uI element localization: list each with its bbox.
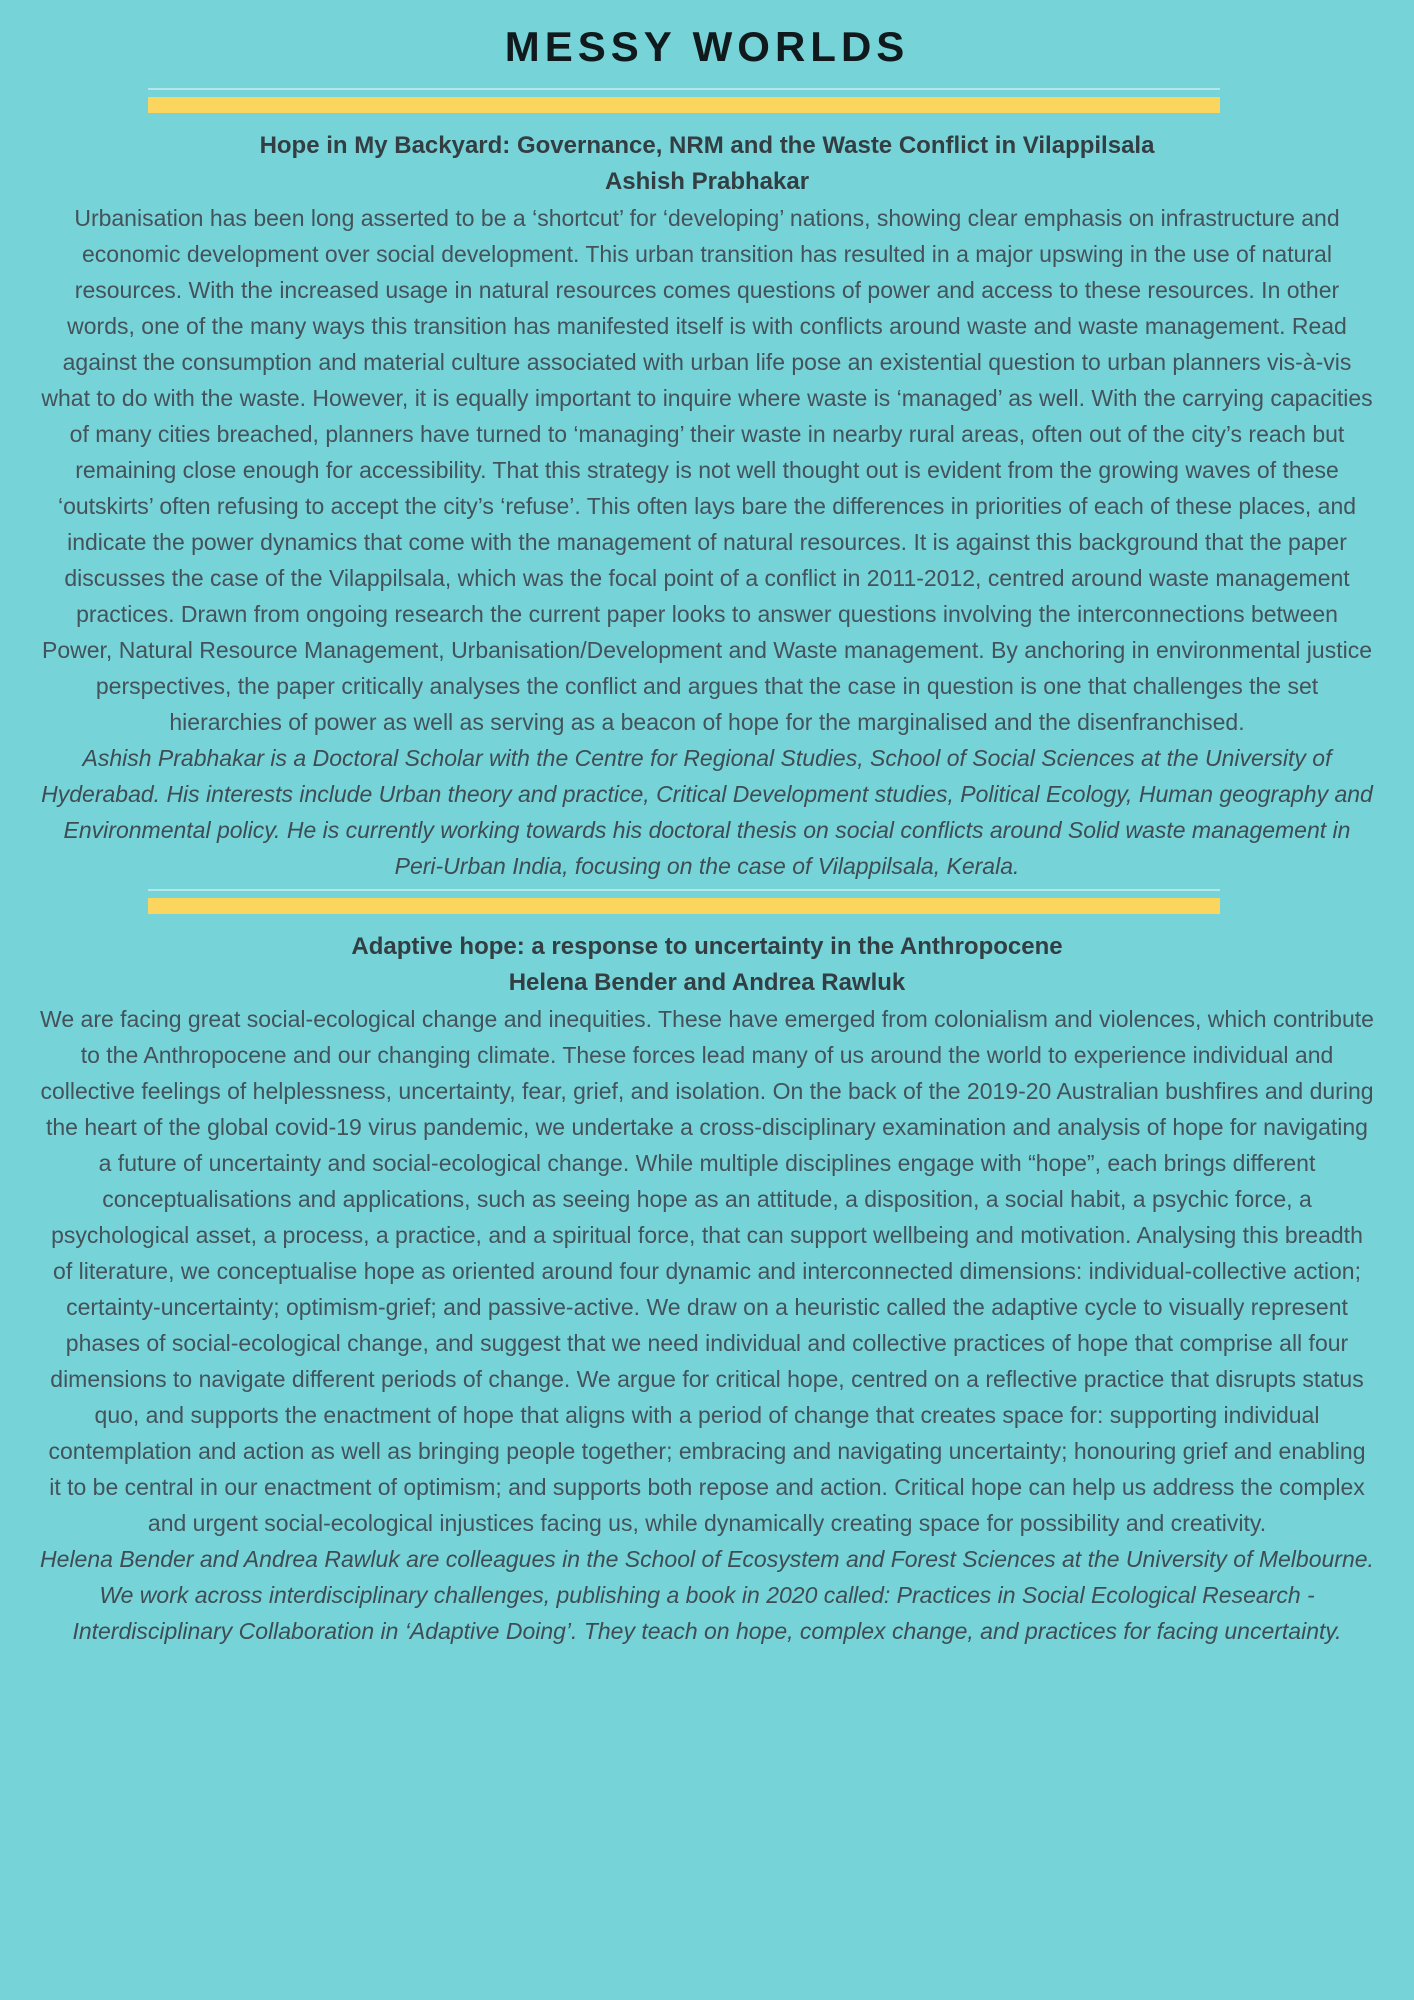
- abstract-section-1: [40, 113, 1374, 884]
- section-divider-top: [148, 88, 1220, 113]
- divider-yellow-bar: [148, 97, 1220, 113]
- speaker-bio: Ashish Prabhakar is a Doctoral Scholar with the Centre for Regional Studies, School of Social Sciences at the University of Hyderabad. His interests include Urban theory and practice, Critical Development studies, Political Ecology, Human geography and Environmental policy. He is currently working towards his doctoral thesis on social conflicts around Solid waste management in Peri-Urban India, focusing on the case of Vilappilsala, Kerala.: [41, 745, 1373, 879]
- divider-yellow-bar: [148, 898, 1220, 914]
- talk-title: Hope in My Backyard: Governance, NRM and the Waste Conflict in Vilappilsala: [259, 132, 1155, 159]
- divider-thin-line: [148, 88, 1220, 90]
- talk-title: Adaptive hope: a response to uncertainty in the Anthropocene: [351, 933, 1063, 960]
- talk-abstract: Urbanisation has been long asserted to be a ‘shortcut’ for ‘developing’ nations, showing clear emphasis on infrastructure and economic development over social development. This urban transition has resulted in a major upswing in the use of natural resources. With the increased usage in natural resources comes questions of power and access to these resources. In other words, one of the many ways this transition has manifested itself is with conflicts around waste and waste management. Read against the consumption and material culture associated with urban life pose an existential question to urban planners vis-à-vis what to do with the waste. However, it is equally important to inquire where waste is ‘managed’ as well. With the carrying capacities of many cities breached, planners have turned to ‘managing’ their waste in nearby rural areas, often out of the city’s reach but remaining close enough for accessibility. That this strategy is not well thought out is evident from the growing waves of these ‘outskirts’ often refusing to accept the city’s ‘refuse’. This often lays bare the differences in priorities of each of these places, and indicate the power dynamics that come with the management of natural resources. It is against this background that the paper discusses the case of the Vilappilsala, which was the focal point of a conflict in 2011-2012, centred around waste management practices. Drawn from ongoing research the current paper looks to answer questions involving the interconnections between Power, Natural Resource Management, Urbanisation/Development and Waste management. By anchoring in environmental justice perspectives, the paper critically analyses the conflict and argues that the case in question is one that challenges the set hierarchies of power as well as serving as a beacon of hope for the marginalised and the disenfranchised.: [41, 205, 1373, 735]
- speaker-bio: Helena Bender and Andrea Rawluk are colleagues in the School of Ecosystem and Forest Sciences at the University of Melbourne. We work across interdisciplinary challenges, publishing a book in 2020 called: Practices in Social Ecological Research - Interdisciplinary Collaboration in ‘Adaptive Doing’. They teach on hope, complex change, and practices for facing uncertainty.: [40, 1546, 1374, 1644]
- divider-thin-line: [148, 889, 1220, 891]
- talk-authors: Ashish Prabhakar: [604, 168, 810, 195]
- talk-abstract: We are facing great social-ecological change and inequities. These have emerged from colonialism and violences, which contribute to the Anthropocene and our changing climate. These forces lead many of us around the world to experience individual and collective feelings of helplessness, uncertainty, fear, grief, and isolation. On the back of the 2019-20 Australian bushfires and during the heart of the global covid-19 virus pandemic, we undertake a cross-disciplinary examination and analysis of hope for navigating a future of uncertainty and social-ecological change. While multiple disciplines engage with “hope”, each brings different conceptualisations and applications, such as seeing hope as an attitude, a disposition, a social habit, a psychic force, a psychological asset, a process, a practice, and a spiritual force, that can support wellbeing and motivation. Analysing this breadth of literature, we conceptualise hope as oriented around four dynamic and interconnected dimensions: individual-collective action; certainty-uncertainty; optimism-grief; and passive-active. We draw on a heuristic called the adaptive cycle to visually represent phases of social-ecological change, and suggest that we need individual and collective practices of hope that comprise all four dimensions to navigate different periods of change. We argue for critical hope, centred on a reflective practice that disrupts status quo, and supports the enactment of hope that aligns with a period of change that creates space for: supporting individual contemplation and action as well as bringing people together; embracing and navigating uncertainty; honouring grief and enabling it to be central in our enactment of optimism; and supports both repose and action. Critical hope can help us address the complex and urgent social-ecological injustices facing us, while dynamically creating space for possibility and creativity.: [40, 1006, 1374, 1536]
- talk-authors: Helena Bender and Andrea Rawluk: [508, 969, 906, 996]
- page-title: MESSY WORLDS: [504, 23, 910, 70]
- section-divider-middle: [148, 889, 1220, 914]
- abstract-section-2: [40, 914, 1374, 1649]
